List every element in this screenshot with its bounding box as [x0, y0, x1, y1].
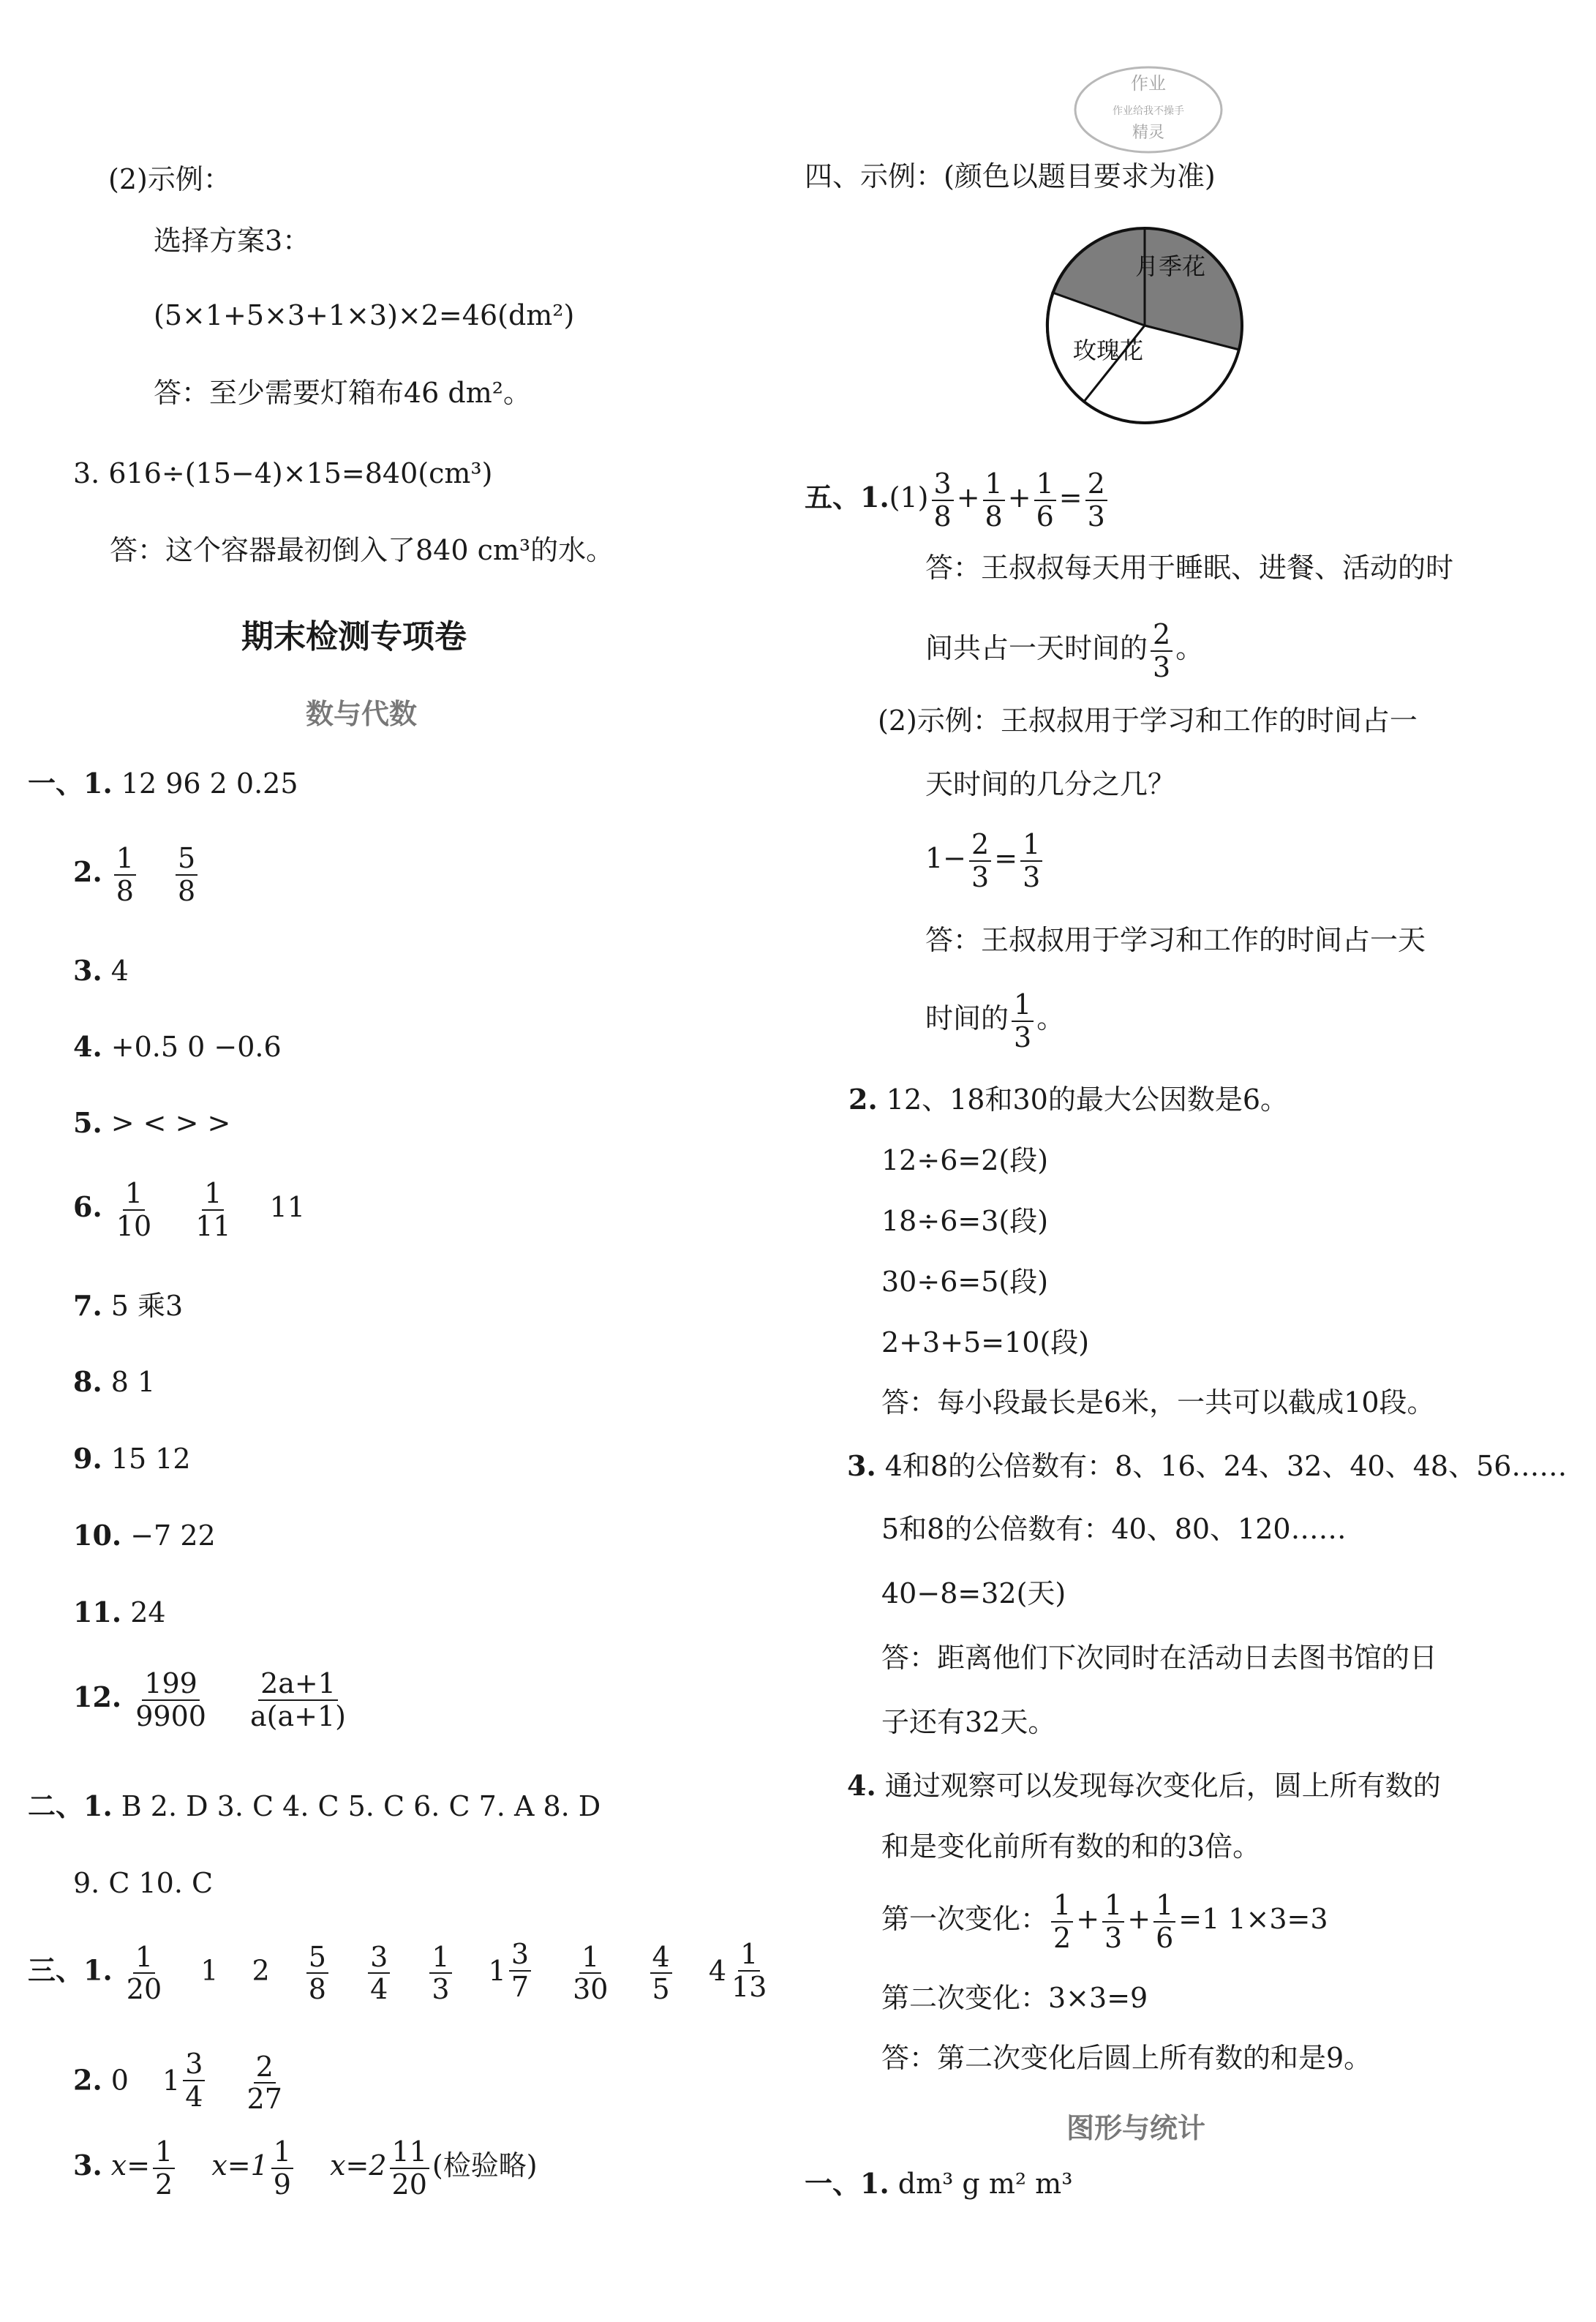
pie-label-b: 玫瑰花	[1072, 337, 1144, 364]
q5b-4-l2: 和是变化前所有数的和的3倍。	[881, 1830, 1261, 1863]
svg-text:作业: 作业	[1131, 73, 1166, 94]
q5-2-question: 天时间的几分之几？	[925, 768, 1176, 800]
q1-2	[73, 843, 200, 906]
q5b-2-answer: 答：每小段最长是6米，一共可以截成10段。	[881, 1386, 1435, 1419]
q2-1: 二、1. B 2. D 3. C 4. C 5. C 6. C 7. A 8. D	[28, 1789, 601, 1822]
line-answer-dm2: 答：至少需要灯箱布46 dm²。	[154, 377, 532, 409]
q5-2-example: (2)示例：王叔叔用于学习和工作的时间占一	[878, 705, 1418, 737]
line-q3-calc: 3. 616÷(15−4)×15=840(cm³)	[73, 457, 493, 489]
subsection-title-2: 图形与统计	[1066, 2112, 1206, 2144]
q1-1-answer: 12 96 2 0.25	[121, 767, 298, 800]
q5b-3-l2: 40−8=32(天)	[881, 1577, 1066, 1609]
q1-1	[28, 767, 298, 800]
svg-text:作业给我不操手: 作业给我不操手	[1113, 105, 1184, 117]
q5b-3-l1: 5和8的公倍数有：40、80、120……	[881, 1513, 1347, 1545]
q1-4: 4. +0.5 0 −0.6	[73, 1030, 282, 1063]
fraction: $\frac{1}{8}$	[114, 843, 136, 906]
pie-label-a: 月季花	[1134, 252, 1206, 280]
q4-line: 四、示例：(颜色以题目要求为准)	[805, 160, 1216, 192]
q5b-3: 3. 4和8的公倍数有：8、16、24、32、40、48、56……	[847, 1449, 1567, 1482]
q5b-2-l3: 30÷6=5(段)	[881, 1266, 1049, 1298]
q5b-2-l2: 18÷6=3(段)	[881, 1205, 1049, 1237]
q3-3: 3. x= $\frac{1}{2}$ x=1 $\frac{1}{9}$ x=2 $\frac{11}{20}$ (检验略)	[73, 2135, 538, 2201]
q5-1-answer: 答：王叔叔每天用于睡眠、进餐、活动的时	[925, 552, 1454, 584]
q5-2-answer: 答：王叔叔用于学习和工作的时间占一天	[925, 924, 1426, 956]
q5b-2-l4: 2+3+5=10(段)	[881, 1326, 1090, 1359]
q5b-4-c2: 第二次变化：3×3=9	[881, 1982, 1148, 2014]
q5b-2: 2. 12、18和30的最大公因数是6。	[848, 1083, 1289, 1116]
q5b-2-l1: 12÷6=2(段)	[881, 1144, 1049, 1176]
stamp-logo	[1061, 57, 1236, 162]
q1-11: 11. 24	[73, 1596, 166, 1628]
q5b-3-answer-2: 子还有32天。	[881, 1706, 1056, 1738]
q1-10: 10. −7 22	[73, 1519, 216, 1552]
q3-1: 三、1. $\frac{1}{20}$ 1 2 $\frac{5}{8}$ $\frac{3}{4}$ $\frac{1}{3}$ 1 $\frac{3}{7}$ $\frac{1}{30}$ $\frac{4}{5}$ 4 $\frac{1}{13}$	[28, 1938, 767, 2006]
line-plan: 选择方案3：	[154, 225, 311, 257]
q5b-4-answer: 答：第二次变化后圆上所有数的和是9。	[881, 2042, 1372, 2074]
q3-2: 2. 0 1 $\frac{3}{4}$ $\frac{2}{27}$	[73, 2048, 282, 2116]
q5b-4: 4. 通过观察可以发现每次变化后，圆上所有数的	[847, 1769, 1441, 1802]
q5-2-answer-2: 时间的 $\frac{1}{3}$ 。	[925, 988, 1065, 1053]
line-calc-dm2: (5×1+5×3+1×3)×2=46(dm²)	[154, 299, 575, 331]
q1-12: 12. $\frac{199}{9900}$ $\frac{2a+1}{a(a+1)}$	[73, 1667, 347, 1732]
subsection-title: 数与代数	[306, 698, 418, 730]
q1-9: 9. 15 12	[73, 1442, 191, 1475]
q5b-4-c1: 第一次变化： $\frac{1}{2}$ + $\frac{1}{3}$ + $\frac{1}{6}$ =1 1×3=3	[881, 1889, 1328, 1954]
q5-2-calc: 1− $\frac{2}{3}$ = $\frac{1}{3}$	[925, 829, 1045, 893]
q2-2: 9. C 10. C	[73, 1867, 214, 1899]
q1-3: 3. 4	[73, 954, 129, 987]
q5b-3-answer: 答：距离他们下次同时在活动日去图书馆的日	[881, 1642, 1438, 1674]
q1-7: 7. 5 乘3	[73, 1289, 184, 1322]
last-line: 一、1. dm³ g m² m³	[805, 2167, 1073, 2200]
q1-1-number: 一、1.	[28, 767, 113, 800]
q5-1-answer-2: 间共占一天时间的 $\frac{2}{3}$ 。	[925, 618, 1204, 683]
fraction: $\frac{5}{8}$	[176, 843, 197, 906]
section-title: 期末检测专项卷	[241, 618, 467, 655]
svg-text:精灵: 精灵	[1132, 124, 1165, 142]
line-q3-answer: 答：这个容器最初倒入了840 cm³的水。	[110, 534, 614, 566]
q1-2-number: 2.	[73, 855, 102, 889]
q5-1: 五、1.(1) $\frac{3}{8}$ + $\frac{1}{8}$ + $\frac{1}{6}$ = $\frac{2}{3}$	[805, 468, 1110, 532]
q1-8: 8. 8 1	[73, 1365, 156, 1398]
pie-chart	[1039, 219, 1251, 435]
q1-5: 5. > < > >	[73, 1106, 231, 1139]
line-2-example: (2)示例：	[108, 163, 231, 195]
q1-6: 6. $\frac{1}{10}$ $\frac{1}{11}$ 11	[73, 1177, 306, 1242]
